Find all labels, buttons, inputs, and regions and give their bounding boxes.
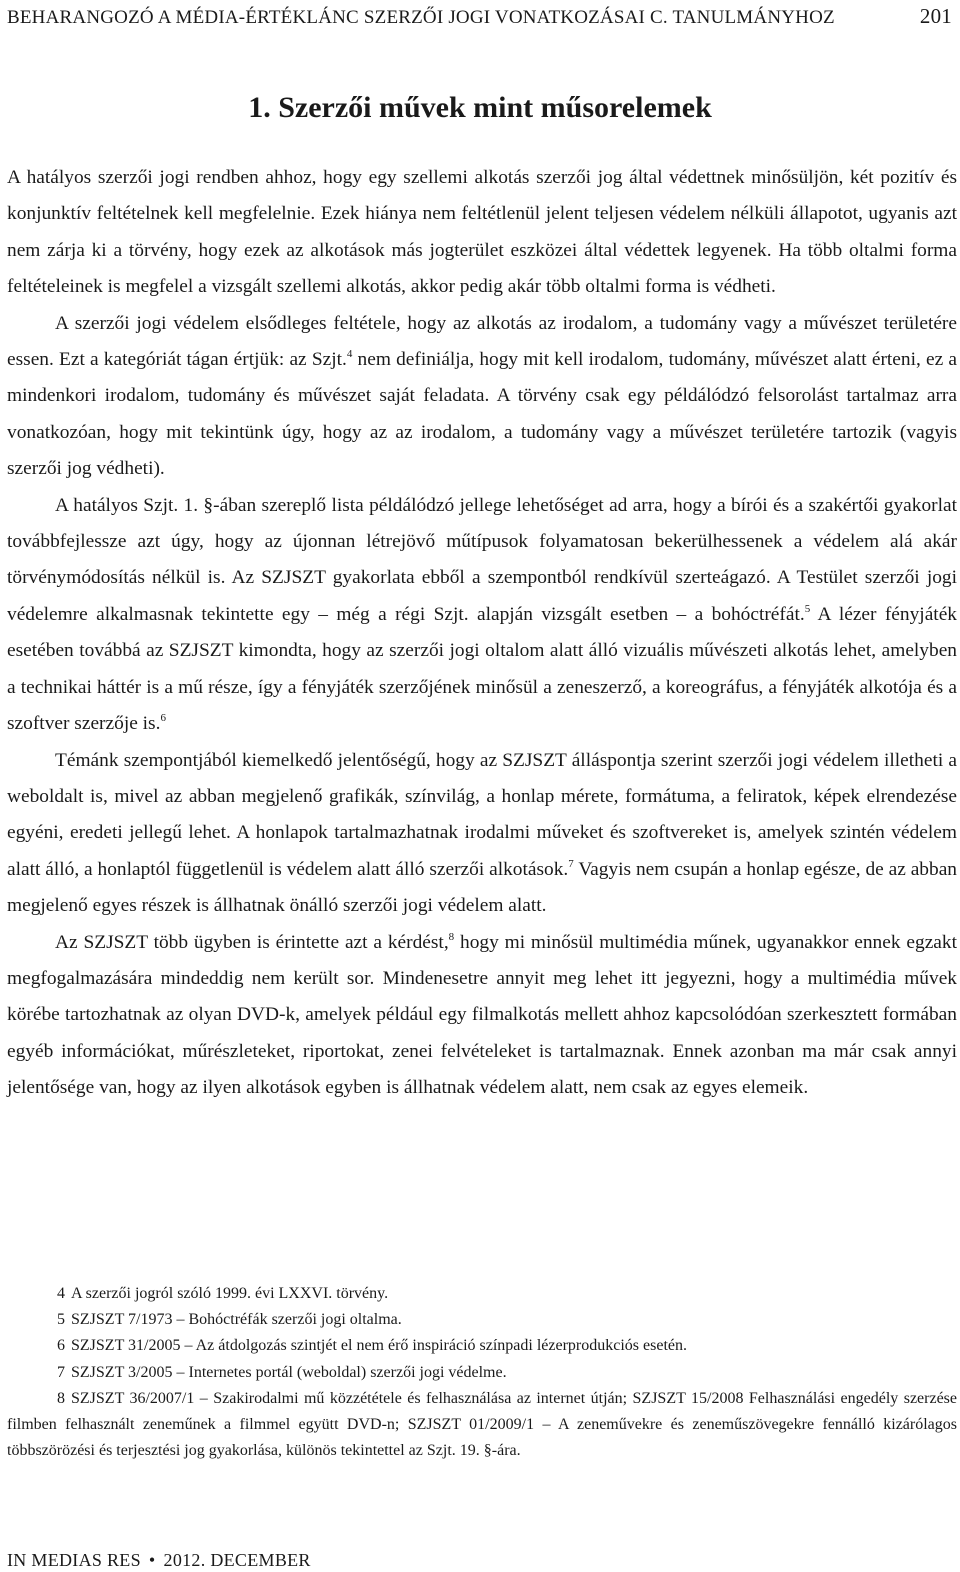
footnote-number: 8 — [57, 1389, 65, 1407]
paragraph-text: Az SZJSZT több ügyben is érintette azt a kérdést, — [55, 931, 449, 953]
footnotes — [7, 1281, 957, 1464]
bullet-separator: • — [148, 1550, 156, 1570]
paragraph-text: A hatályos szerzői jogi rendben ahhoz, hogy egy szellemi alkotás szerzői jog által védettnek minősüljön, két pozitív és konjunktív feltételnek kell megfelelnie. Ezek hiánya nem feltétlenül jelent teljesen védelem nélküli állapotot, ugyanis azt nem zárja ki a törvény, hogy ezek az alkotások más jogterület eszközei által védettek legyenek. Ha több oltalmi forma feltételeinek is megfelel a vizsgált szellemi alkotás, akkor pedig akár több oltalmi forma is védheti. — [7, 167, 957, 298]
running-title: BEHARANGOZÓ A MÉDIA-ÉRTÉKLÁNC SZERZŐI JOGI VONATKOZÁSAI C. TANULMÁNYHOZ — [7, 7, 835, 28]
paragraph-text: Témánk szempontjából kiemelkedő jelentőségű, hogy az SZJSZT álláspontja szerint szerzői jogi védelem illetheti a weboldalt is, mivel az abban megjelenő grafikák, színvilág, a honlap mérete, formátuma, a feliratok, képek elrendezése egyéni, eredeti jellegű lehet. A honlapok tartalmazhatnak irodalmi műveket és szoftvereket is, amelyek szintén védelem alatt álló, a honlaptól függetlenül is védelem alatt álló szerzői alkotások. — [7, 749, 957, 880]
paragraph — [7, 306, 957, 488]
footnote-ref[interactable]: 8 — [448, 930, 455, 943]
footnote-number: 5 — [57, 1311, 65, 1329]
footnote-text: SZJSZT 31/2005 – Az átdolgozás szintjét el nem érő inspiráció színpadi lézerprodukciós esetén. — [71, 1337, 687, 1355]
section-title: 1. Szerzői művek mint műsorelemek — [248, 91, 712, 124]
journal-name: IN MEDIAS RES — [7, 1550, 141, 1570]
running-header — [7, 4, 952, 29]
paragraph-text: Vagyis nem csupán a honlap egésze, de az abban megjelenő egyes részek is állhatnak önálló szerzői jogi védelem alatt. — [7, 858, 957, 917]
issue-date: 2012. DECEMBER — [163, 1550, 311, 1570]
paragraph-text: hogy mi minősül multimédia műnek, ugyanakkor ennek egzakt megfogalmazására mindeddig nem került sor. Mindenesetre annyit meg lehet itt jegyezni, hogy a multimédia művek körébe tartozhatnak az olyan DVD-k, amelyek például egy filmalkotás mellett ahhoz kapcsolódóan szerkesztett formában egyéb információkat, műrészleteket, riportokat, zenei felvételeket is tartalmaznak. Ennek azonban ma már csak annyi jelentősége van, hogy az ilyen alkotások egyben is állhatnak védelem alatt, nem csak az egyes elemeik. — [7, 931, 957, 1099]
paragraph-text: nem definiálja, hogy mit kell irodalom, tudomány, művészet alatt érteni, ez a mindenkori irodalom, tudomány és művészet saját feladata. A törvény csak egy példálódzó felsorolást tartalmaz arra vonatkozóan, hogy mit tekintünk úgy, hogy az az irodalom, a tudomány vagy a művészet területére tartozik (vagyis szerzői jog védheti). — [7, 349, 957, 480]
footnote-ref[interactable]: 4 — [346, 347, 353, 360]
paragraph-text: A hatályos Szjt. 1. §-ában szereplő lista példálódzó jellege lehetőséget ad arra, hogy a bírói és a szakértői gyakorlat továbbfejlessze azt úgy, hogy az újonnan létrejövő műtípusok folyamatosan bekerülhessenek a védelem alá akár törvénymódosítás nélkül is. Az SZJSZT gyakorlata ebből a szempontból rendkívül szerteágazó. A Testület szerzői jogi védelemre alkalmasnak tekintette egy – még a régi Szjt. alapján vizsgált esetben – a bohóctréfát. — [7, 494, 957, 625]
paragraph-text: A lézer fényjáték esetében továbbá az SZJSZT kimondta, hogy az szerzői jogi oltalom alatt álló vizuális művészeti alkotás lehet, amelyben a technikai háttér is a mű része, így a fényjáték szerzőjének minősül a zeneszerző, a koreográfus, a fényjáték alkotója és a szoftver szerzője is. — [7, 603, 957, 735]
body-text — [7, 160, 957, 1107]
footnote-ref[interactable]: 7 — [568, 857, 574, 870]
footnote-number: 6 — [57, 1337, 65, 1355]
footnote — [7, 1333, 957, 1359]
paragraph — [7, 160, 957, 306]
paragraph — [7, 488, 957, 743]
footnote-number: 7 — [57, 1363, 65, 1381]
footnote-text: A szerzői jogról szóló 1999. évi LXXVI. törvény. — [71, 1285, 389, 1302]
paragraph — [7, 743, 957, 925]
paragraph-text: A szerzői jogi védelem elsődleges feltétele, hogy az alkotás az irodalom, a tudomány vagy a művészet területére essen. Ezt a kategóriát tágan értjük: az Szjt. — [7, 312, 957, 371]
footnote — [7, 1281, 957, 1307]
footnote — [7, 1307, 957, 1333]
footnote-ref[interactable]: 6 — [160, 711, 166, 724]
page-number: 201 — [919, 4, 952, 28]
footnote-text: SZJSZT 7/1973 – Bohóctréfák szerzői jogi oltalma. — [71, 1311, 402, 1329]
footnote-text: SZJSZT 36/2007/1 – Szakirodalmi mű közzététele és felhasználása az internet útján; SZJSZT 15/2008 Felhasználási engedély szerzése filmben felhasznált zeneműnek a filmmel együtt DVD-n; SZJSZT 01/2009/1 – A zeneművekre és zeneműszövegekre fennálló kizárólagos többszörözési és terjesztési jog gyakorlása, különös tekintettel az Szjt. 19. §-ára. — [7, 1389, 957, 1460]
footnote-ref[interactable]: 5 — [804, 602, 811, 615]
footnote — [7, 1360, 957, 1386]
page-footer — [7, 1550, 311, 1571]
paragraph — [7, 925, 957, 1107]
footnote-number: 4 — [57, 1285, 65, 1302]
footnote — [7, 1386, 957, 1465]
footnote-text: SZJSZT 3/2005 – Internetes portál (weboldal) szerzői jogi védelme. — [71, 1363, 507, 1381]
